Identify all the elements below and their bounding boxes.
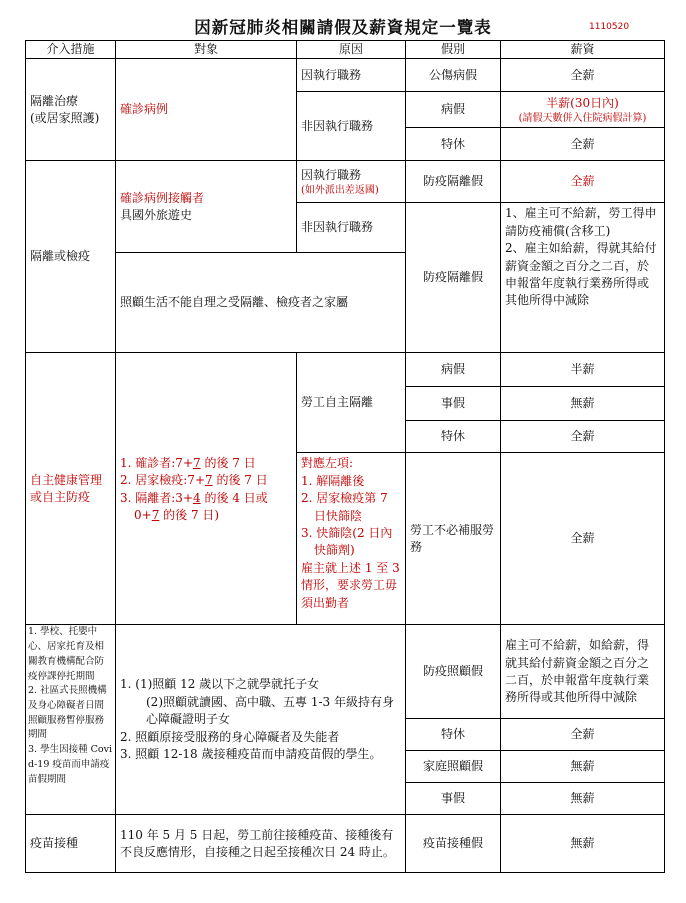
measure-care-2: 2. 社區式長照機構及身心障礙者日間照顧服務暫停服務期間 bbox=[28, 685, 107, 741]
document-title: 因新冠肺炎相關請假及薪資規定一覽表 bbox=[194, 18, 492, 37]
target-vaccine: 110 年 5 月 5 日起，勞工前往接種疫苗、接種後有不良反應情形，自接種之日起至接種次日 24 時止。 bbox=[116, 815, 406, 873]
leave-self-personal: 事假 bbox=[406, 387, 501, 421]
pay-family-care: 無薪 bbox=[501, 751, 665, 783]
header-reason: 原因 bbox=[297, 41, 406, 59]
header-row bbox=[26, 41, 665, 59]
leave-family-care: 家庭照顧假 bbox=[406, 751, 501, 783]
measure-quarantine: 隔離或檢疫 bbox=[26, 161, 116, 353]
self-health-item-3: 3. 隔離者:3+4 的後 4 日或 bbox=[120, 490, 268, 505]
reason-work-note: (如外派出差返國) bbox=[301, 185, 379, 197]
pay-quarantine-2a: 1、雇主可不給薪，勞工得申請防疫補償(含移工) bbox=[505, 206, 657, 238]
leave-injury: 公傷病假 bbox=[406, 59, 501, 92]
measure-care-3: 3. 學生因接種 Covid-19 疫苗而申請疫苗假期間 bbox=[28, 744, 112, 785]
leave-self-special: 特休 bbox=[406, 421, 501, 453]
measure-isolation: 隔離治療 (或居家照護) bbox=[26, 59, 116, 161]
pay-care: 雇主可不給薪，如給薪，得就其給付薪資金額之百分之二百，於申報當年度執行業務所得或其他所得中減除 bbox=[501, 625, 665, 719]
reason-resp-cell bbox=[297, 453, 406, 625]
date-code: 1110520 bbox=[589, 22, 630, 32]
leave-vaccine: 疫苗接種假 bbox=[406, 815, 501, 873]
pay-vaccine: 無薪 bbox=[501, 815, 665, 873]
pay-half-cell bbox=[501, 92, 665, 128]
target-care-2: 2. 照顧原接受服務的身心障礙者及失能者 bbox=[120, 729, 340, 744]
self-health-item-3b: 0+7 的後 7 日) bbox=[134, 508, 220, 522]
target-care-3: 3. 照顧 12-18 歲接種疫苗而申請疫苗假的學生。 bbox=[120, 746, 382, 761]
pay-self-special: 全薪 bbox=[501, 421, 665, 453]
pay-half-note: (請假天數併入住院病假計算) bbox=[518, 113, 647, 125]
leave-special: 特休 bbox=[406, 128, 501, 161]
leave-care-personal: 事假 bbox=[406, 783, 501, 815]
header-measure: 介入措施 bbox=[26, 41, 116, 59]
self-health-item-2: 2. 居家檢疫:7+7 的後 7 日 bbox=[120, 473, 268, 488]
header-pay: 薪資 bbox=[501, 41, 665, 59]
reason-resp-3: 3. 快篩陰(2 日內快篩劑) bbox=[301, 525, 393, 558]
reason-self-isolation: 勞工自主隔離 bbox=[297, 353, 406, 453]
reason-resp-4: 雇主就上述 1 至 3 情形，要求勞工毋須出勤者 bbox=[301, 560, 400, 610]
measure-self-health: 自主健康管理 或自主防疫 bbox=[26, 353, 116, 625]
leave-self-sick: 病假 bbox=[406, 353, 501, 387]
leave-sick: 病假 bbox=[406, 92, 501, 128]
pay-quarantine-2b: 2、雇主如給薪，得就其給付薪資金額之百分之二百，於申報當年度執行業務所得或其他所得中減除 bbox=[505, 241, 657, 308]
measure-care bbox=[26, 625, 116, 815]
pay-self-personal: 無薪 bbox=[501, 387, 665, 421]
header-target: 對象 bbox=[116, 41, 297, 59]
measure-care-1: 1. 學校、托嬰中心、居家托育及相關教育機構配合防疫停課停托期間 bbox=[28, 626, 105, 682]
self-health-item-1: 1. 確診者:7+7 的後 7 日 bbox=[120, 455, 256, 470]
reason-nonwork-q: 非因執行職務 bbox=[297, 203, 406, 253]
leave-quarantine-1: 防疫隔離假 bbox=[406, 161, 501, 203]
target-travel: 具國外旅遊史 bbox=[120, 207, 193, 222]
pay-quarantine-1: 全薪 bbox=[501, 161, 665, 203]
reason-work: 因執行職務 bbox=[297, 59, 406, 92]
measure-vaccine: 疫苗接種 bbox=[26, 815, 116, 873]
target-family: 照顧生活不能自理之受隔離、檢疫者之家屬 bbox=[116, 253, 406, 353]
leave-quarantine-2: 防疫隔離假 bbox=[406, 203, 501, 353]
pay-care-special: 全薪 bbox=[501, 719, 665, 751]
target-contact-cell bbox=[116, 161, 297, 253]
reason-resp-title: 對應左項: bbox=[301, 456, 354, 471]
pay-none: 全薪 bbox=[501, 453, 665, 625]
self-health-targets bbox=[116, 353, 297, 625]
target-contact: 確診病例接觸者 bbox=[120, 190, 205, 205]
pay-full-2: 全薪 bbox=[501, 128, 665, 161]
reason-nonwork: 非因執行職務 bbox=[297, 92, 406, 161]
reason-work-q-cell bbox=[297, 161, 406, 203]
leave-care-special: 特休 bbox=[406, 719, 501, 751]
reason-resp-2: 2. 居家檢疫第 7 日快篩陰 bbox=[301, 491, 388, 523]
pay-care-personal: 無薪 bbox=[501, 783, 665, 815]
target-care-1b: (2)照顧就讀國、高中職、五專 1-3 年級持有身心障礙證明子女 bbox=[146, 694, 394, 727]
pay-quarantine-2-cell bbox=[501, 203, 665, 353]
reason-resp-1: 1. 解隔離後 bbox=[301, 473, 365, 488]
reason-work-q: 因執行職務 bbox=[301, 167, 362, 182]
pay-half: 半薪(30日內) bbox=[546, 95, 619, 110]
leave-care: 防疫照顧假 bbox=[406, 625, 501, 719]
pay-self-sick: 半薪 bbox=[501, 353, 665, 387]
leave-none: 勞工不必補服勞務 bbox=[406, 453, 501, 625]
target-care bbox=[116, 625, 406, 815]
target-care-1: 1. (1)照顧 12 歲以下之就學就托子女 bbox=[120, 677, 320, 692]
leave-pay-table bbox=[25, 40, 665, 873]
target-confirmed: 確診病例 bbox=[116, 59, 297, 161]
header-leave: 假別 bbox=[406, 41, 501, 59]
pay-full: 全薪 bbox=[501, 59, 665, 92]
